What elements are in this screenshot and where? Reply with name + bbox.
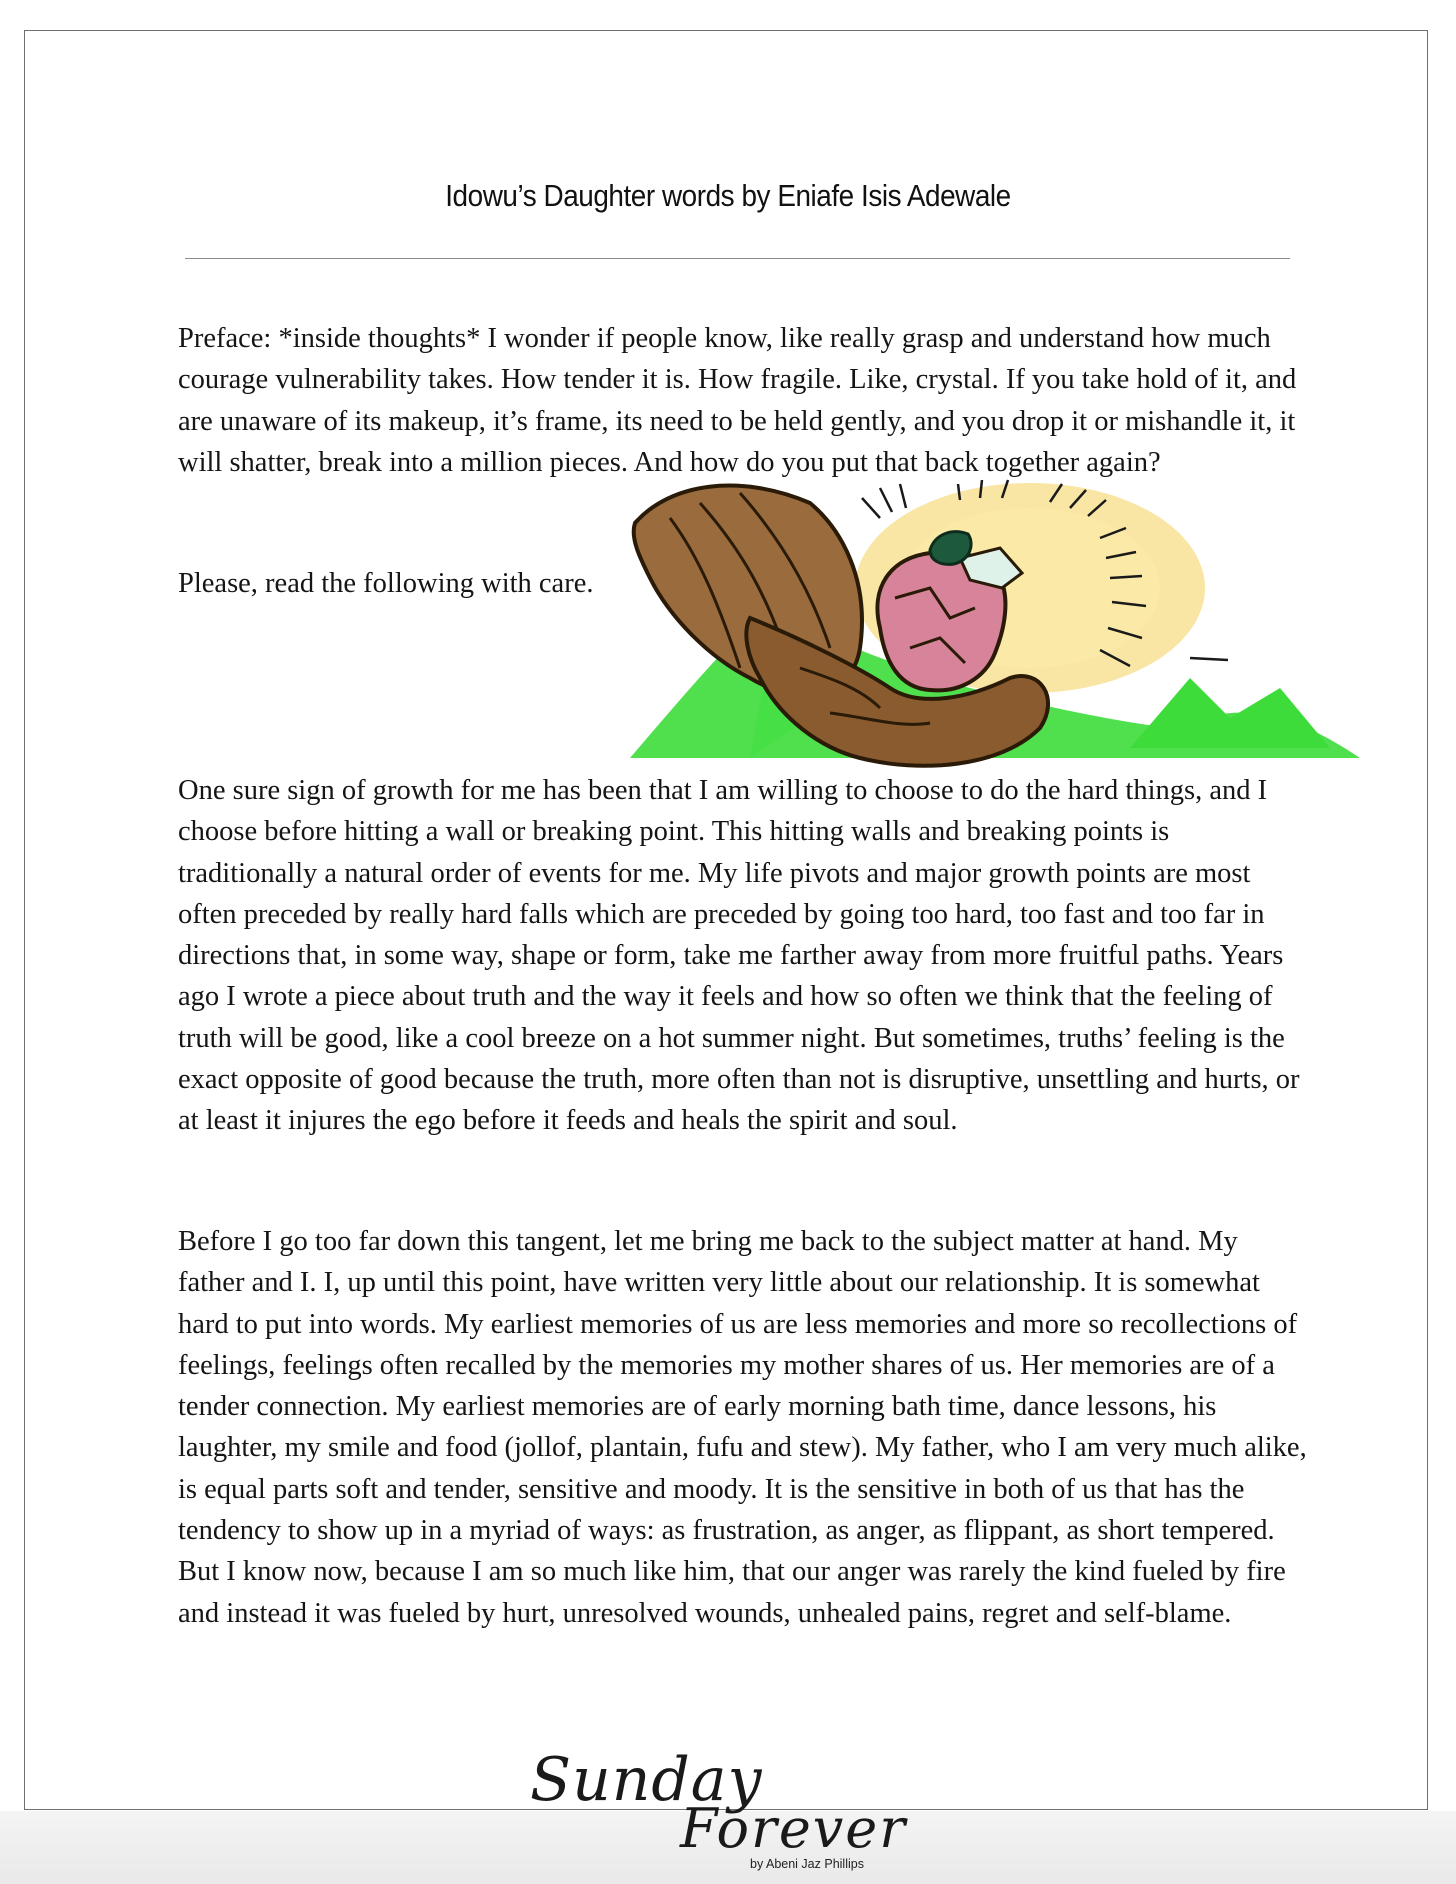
father-paragraph: Before I go too far down this tangent, let me bring me back to the subject matter at hand. My father and I. I, up until this point, have written very little about our relationship. It is somewhat hard to put into words. My earliest memories of us are less memories and more so recollections of feelings, feelings often recalled by the memories my mother shares of us. Her memories are of a tender connection. My earliest memories are of early morning bath time, dance lessons, his laughter, my smile and food (jollof, plantain, fufu and stew). My father, who I am very much alike, is equal parts soft and tender, sensitive and moody. It is the sensitive in both of us that has the tendency to show up in a myriad of ways: as frustration, as anger, as flippant, as short tempered. But I know now, because I am so much like him, that our anger was rarely the kind fueled by fire and instead it was fueled by hurt, unresolved wounds, unhealed pains, regret and self-blame.: [178, 1226, 1307, 1629]
hands-holding-crystal-icon: [630, 478, 1360, 778]
logo-byline: by Abeni Jaz Phillips: [750, 1857, 864, 1871]
care-note-paragraph: Please, read the following with care.: [178, 568, 594, 599]
title-divider: [185, 258, 1290, 259]
logo-line-forever: Forever: [680, 1797, 908, 1860]
document-title: Idowu’s Daughter words by Eniafe Isis Adewale: [445, 178, 1011, 213]
preface-paragraph: Preface: *inside thoughts* I wonder if people know, like really grasp and understand how much courage vulnerability takes. How tender it is. How fragile. Like, crystal. If you take hold of it, and are unaware of its makeup, it’s frame, its need to be held gently, and you drop it or mishandle it, it will shatter, break into a million pieces. And how do you put that back together again?: [178, 323, 1297, 478]
sunday-forever-logo: [520, 1745, 940, 1880]
growth-paragraph: One sure sign of growth for me has been that I am willing to choose to do the hard things, and I choose before hitting a wall or breaking point. This hitting walls and breaking points is traditionally a natural order of events for me. My life pivots and major growth points are most often preceded by really hard falls which are preceded by going too hard, too fast and too far in directions that, in some way, shape or form, take me farther away from more fruitful paths. Years ago I wrote a piece about truth and the way it feels and how so often we think that the feeling of truth will be good, like a cool breeze on a hot summer night. But sometimes, truths’ feeling is the exact opposite of good because the truth, more often than not is disruptive, unsettling and hurts, or at least it injures the ego before it feeds and heals the spirit and soul.: [178, 775, 1300, 1137]
logo-line-sunday: Sunday: [530, 1745, 763, 1815]
